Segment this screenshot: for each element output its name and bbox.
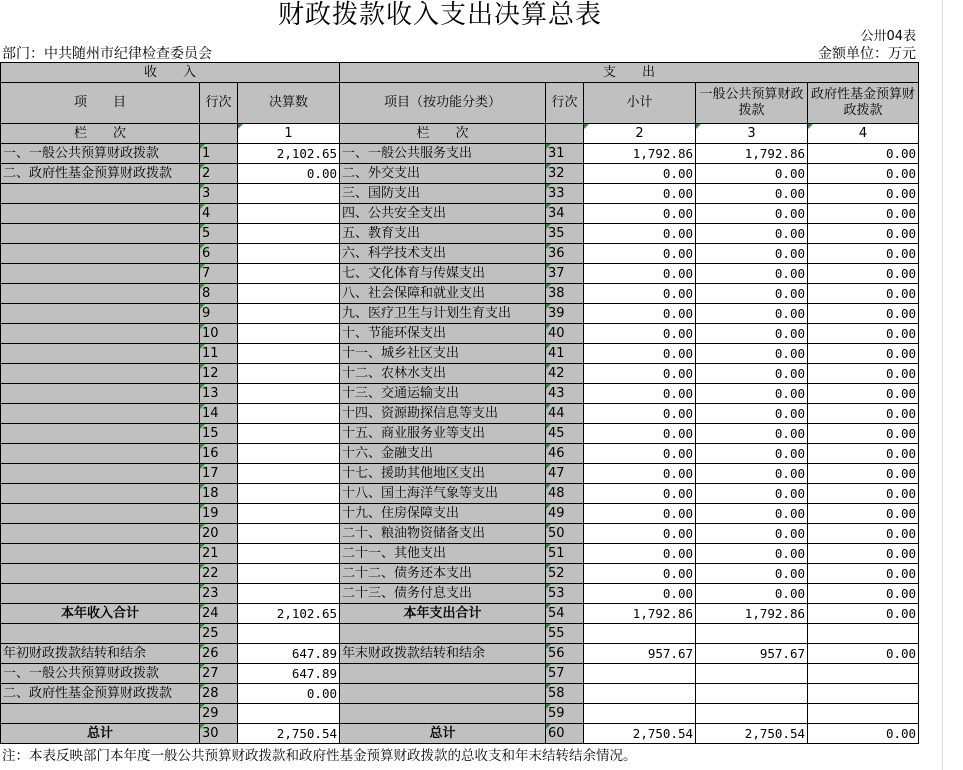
table-row	[1, 564, 919, 584]
year-expense-general[interactable]: 1,792.86	[696, 604, 808, 624]
table-row	[1, 484, 919, 504]
gov-fund-cell[interactable]: 0.00	[808, 464, 919, 484]
gov-fund-cell[interactable]: 0.00	[808, 204, 919, 224]
row-number[interactable]: 2	[200, 164, 238, 184]
blank-cell[interactable]	[808, 664, 919, 684]
row-number[interactable]: 13	[200, 384, 238, 404]
table-row	[1, 464, 919, 484]
row-number[interactable]: 21	[200, 544, 238, 564]
expense-header[interactable]: 支 出	[340, 63, 919, 83]
budget-table	[0, 62, 919, 744]
gov-fund-cell[interactable]: 0.00	[808, 404, 919, 424]
row-number[interactable]: 6	[200, 244, 238, 264]
row-number[interactable]: 56	[546, 644, 584, 664]
general-budget-cell[interactable]: 0.00	[696, 224, 808, 244]
column-label-2[interactable]: 栏 次	[340, 124, 546, 144]
row-number[interactable]: 59	[546, 704, 584, 724]
table-row	[1, 164, 919, 184]
income-amount-cell[interactable]	[238, 324, 340, 344]
general-budget-cell[interactable]: 0.00	[696, 344, 808, 364]
income-item-cell[interactable]	[1, 284, 200, 304]
income-amount-cell[interactable]	[238, 404, 340, 424]
table-row	[1, 404, 919, 424]
general-budget-cell[interactable]: 0.00	[696, 204, 808, 224]
subtotal-cell[interactable]: 0.00	[584, 524, 696, 544]
gov-fund-cell[interactable]: 0.00	[808, 484, 919, 504]
income-amount-cell[interactable]	[238, 204, 340, 224]
row-number[interactable]: 28	[200, 684, 238, 704]
begin-fund-amount[interactable]: 0.00	[238, 684, 340, 704]
blank-cell[interactable]	[584, 664, 696, 684]
row-number[interactable]: 30	[200, 724, 238, 744]
year-expense-fund[interactable]: 0.00	[808, 604, 919, 624]
row-number[interactable]: 1	[200, 144, 238, 164]
general-budget-cell[interactable]: 0.00	[696, 524, 808, 544]
general-budget-cell[interactable]: 0.00	[696, 164, 808, 184]
blank-cell[interactable]	[584, 684, 696, 704]
income-amount-cell[interactable]	[238, 264, 340, 284]
general-budget-cell[interactable]: 0.00	[696, 404, 808, 424]
year-expense-label[interactable]: 本年支出合计	[340, 604, 546, 624]
income-amount-cell[interactable]	[238, 244, 340, 264]
subtotal-cell[interactable]: 0.00	[584, 464, 696, 484]
row-number[interactable]: 33	[546, 184, 584, 204]
subtotal-cell[interactable]: 0.00	[584, 264, 696, 284]
income-amount-cell[interactable]	[238, 524, 340, 544]
table-row	[1, 364, 919, 384]
row-number[interactable]: 31	[546, 144, 584, 164]
row-number[interactable]: 58	[546, 684, 584, 704]
row-number[interactable]: 57	[546, 664, 584, 684]
expense-item-cell[interactable]: 十八、国土海洋气象等支出	[340, 484, 546, 504]
row-number[interactable]: 52	[546, 564, 584, 584]
general-budget-cell[interactable]: 0.00	[696, 244, 808, 264]
row-number[interactable]: 24	[200, 604, 238, 624]
expense-item-cell[interactable]: 八、社会保障和就业支出	[340, 284, 546, 304]
income-item-cell[interactable]	[1, 504, 200, 524]
table-row	[1, 184, 919, 204]
general-budget-cell[interactable]: 0.00	[696, 304, 808, 324]
general-budget-header[interactable]: 一般公共预算财政拨款	[696, 83, 808, 124]
gov-fund-cell[interactable]: 0.00	[808, 364, 919, 384]
year-income-amount[interactable]: 2,102.65	[238, 604, 340, 624]
table-row	[1, 344, 919, 364]
row-number[interactable]: 49	[546, 504, 584, 524]
income-item-cell[interactable]	[1, 204, 200, 224]
expense-item-cell[interactable]: 一、一般公共服务支出	[340, 144, 546, 164]
form-number: 公卅04表	[860, 29, 916, 44]
table-row	[1, 384, 919, 404]
blank-cell[interactable]	[808, 704, 919, 724]
income-amount-cell[interactable]	[238, 284, 340, 304]
table-row	[1, 584, 919, 604]
end-balance-fund[interactable]: 0.00	[808, 644, 919, 664]
gov-fund-cell[interactable]: 0.00	[808, 524, 919, 544]
column-number-2[interactable]: 2	[584, 124, 696, 144]
row-number[interactable]: 55	[546, 624, 584, 644]
expense-item-cell[interactable]: 二、外交支出	[340, 164, 546, 184]
blank-cell[interactable]	[340, 704, 546, 724]
total-expense-fund[interactable]: 0.00	[808, 724, 919, 744]
row-number[interactable]: 44	[546, 404, 584, 424]
general-budget-cell[interactable]: 0.00	[696, 504, 808, 524]
general-budget-cell[interactable]: 0.00	[696, 284, 808, 304]
expense-item-cell[interactable]: 三、国防支出	[340, 184, 546, 204]
gov-fund-cell[interactable]: 0.00	[808, 564, 919, 584]
income-item-header[interactable]: 项 目	[1, 83, 200, 124]
row-number[interactable]: 54	[546, 604, 584, 624]
end-balance-label[interactable]: 年末财政拨款结转和结余	[340, 644, 546, 664]
row-number[interactable]: 45	[546, 424, 584, 444]
expense-item-cell[interactable]: 六、科学技术支出	[340, 244, 546, 264]
gov-fund-cell[interactable]: 0.00	[808, 424, 919, 444]
table-row	[1, 264, 919, 284]
income-amount-cell[interactable]: 0.00	[238, 164, 340, 184]
begin-general-label[interactable]: 一、一般公共预算财政拨款	[1, 664, 200, 684]
expense-item-cell[interactable]: 四、公共安全支出	[340, 204, 546, 224]
income-amount-cell[interactable]	[238, 304, 340, 324]
row-number[interactable]: 50	[546, 524, 584, 544]
table-row	[1, 304, 919, 324]
subtotal-cell[interactable]: 0.00	[584, 444, 696, 464]
row-number[interactable]: 18	[200, 484, 238, 504]
row-number[interactable]: 60	[546, 724, 584, 744]
gov-fund-cell[interactable]: 0.00	[808, 504, 919, 524]
expense-item-cell[interactable]: 十五、商业服务业等支出	[340, 424, 546, 444]
gov-fund-cell[interactable]: 0.00	[808, 324, 919, 344]
subtotal-cell[interactable]: 0.00	[584, 424, 696, 444]
row-number[interactable]: 40	[546, 324, 584, 344]
general-budget-cell[interactable]: 0.00	[696, 384, 808, 404]
subtotal-cell[interactable]: 0.00	[584, 204, 696, 224]
blank-cell[interactable]	[340, 664, 546, 684]
row-number[interactable]: 22	[200, 564, 238, 584]
footnote: 注：本表反映部门本年度一般公共预算财政拨款和政府性基金预算财政拨款的总收支和年末结转结余情况。	[2, 748, 637, 764]
income-amount-cell[interactable]	[238, 504, 340, 524]
subtotal-cell[interactable]: 0.00	[584, 164, 696, 184]
row-number[interactable]: 3	[200, 184, 238, 204]
row-number[interactable]: 41	[546, 344, 584, 364]
income-amount-cell[interactable]	[238, 564, 340, 584]
table-row	[1, 424, 919, 444]
income-item-cell[interactable]	[1, 244, 200, 264]
general-budget-cell[interactable]: 0.00	[696, 544, 808, 564]
row-number[interactable]: 8	[200, 284, 238, 304]
income-amount-cell[interactable]	[238, 364, 340, 384]
row-number[interactable]: 11	[200, 344, 238, 364]
row-number[interactable]: 19	[200, 504, 238, 524]
year-expense-subtotal[interactable]: 1,792.86	[584, 604, 696, 624]
row-number[interactable]: 43	[546, 384, 584, 404]
income-item-cell[interactable]	[1, 564, 200, 584]
expense-item-cell[interactable]: 十三、交通运输支出	[340, 384, 546, 404]
row-number[interactable]: 14	[200, 404, 238, 424]
total-expense-general[interactable]: 2,750.54	[696, 724, 808, 744]
row-number[interactable]: 16	[200, 444, 238, 464]
column-label[interactable]: 栏 次	[1, 124, 200, 144]
begin-balance-label[interactable]: 年初财政拨款结转和结余	[1, 644, 200, 664]
row-number[interactable]: 7	[200, 264, 238, 284]
blank-cell[interactable]	[584, 624, 696, 644]
expense-item-cell[interactable]: 十九、住房保障支出	[340, 504, 546, 524]
gov-fund-cell[interactable]: 0.00	[808, 444, 919, 464]
expense-item-cell[interactable]: 十一、城乡社区支出	[340, 344, 546, 364]
gov-fund-cell[interactable]: 0.00	[808, 544, 919, 564]
gov-fund-header[interactable]: 政府性基金预算财政拨款	[808, 83, 919, 124]
expense-item-cell[interactable]: 十四、资源勘探信息等支出	[340, 404, 546, 424]
income-amount-cell[interactable]	[238, 544, 340, 564]
department-label: 部门：中共随州市纪律检查委员会	[2, 46, 212, 62]
blank-cell[interactable]	[584, 704, 696, 724]
subtotal-cell[interactable]: 0.00	[584, 384, 696, 404]
general-budget-cell[interactable]: 1,792.86	[696, 144, 808, 164]
row-number[interactable]: 17	[200, 464, 238, 484]
row-number[interactable]: 48	[546, 484, 584, 504]
row-number[interactable]: 25	[200, 624, 238, 644]
income-item-cell[interactable]: 二、政府性基金预算财政拨款	[1, 164, 200, 184]
page-title: 财政拨款收入支出决算总表	[277, 0, 602, 30]
expense-item-cell[interactable]: 二十二、债务还本支出	[340, 564, 546, 584]
income-amount-cell[interactable]	[238, 184, 340, 204]
blank-cell[interactable]	[238, 704, 340, 724]
blank-cell[interactable]	[696, 664, 808, 684]
subtotal-cell[interactable]: 0.00	[584, 564, 696, 584]
year-income-label[interactable]: 本年收入合计	[1, 604, 200, 624]
blank-cell[interactable]	[340, 624, 546, 644]
subtotal-cell[interactable]: 0.00	[584, 364, 696, 384]
expense-item-cell[interactable]: 十六、金融支出	[340, 444, 546, 464]
expense-item-cell[interactable]: 九、医疗卫生与计划生育支出	[340, 304, 546, 324]
total-income-label[interactable]: 总计	[1, 724, 200, 744]
row-number[interactable]: 39	[546, 304, 584, 324]
row-number[interactable]: 29	[200, 704, 238, 724]
row-number[interactable]: 38	[546, 284, 584, 304]
income-amount-cell[interactable]	[238, 484, 340, 504]
general-budget-cell[interactable]: 0.00	[696, 484, 808, 504]
blank-cell[interactable]	[696, 704, 808, 724]
expense-item-cell[interactable]: 七、文化体育与传媒支出	[340, 264, 546, 284]
income-header[interactable]: 收 入	[1, 63, 340, 83]
income-amount-cell[interactable]	[238, 224, 340, 244]
income-item-cell[interactable]	[1, 464, 200, 484]
expense-item-cell[interactable]: 二十、粮油物资储备支出	[340, 524, 546, 544]
gov-fund-cell[interactable]: 0.00	[808, 224, 919, 244]
general-budget-cell[interactable]: 0.00	[696, 324, 808, 344]
row-number[interactable]: 46	[546, 444, 584, 464]
income-item-cell[interactable]	[1, 384, 200, 404]
subtotal-cell[interactable]: 0.00	[584, 404, 696, 424]
table-row	[1, 544, 919, 564]
expense-item-cell[interactable]: 二十一、其他支出	[340, 544, 546, 564]
total-expense-label[interactable]: 总计	[340, 724, 546, 744]
gov-fund-cell[interactable]: 0.00	[808, 384, 919, 404]
row-number[interactable]: 53	[546, 584, 584, 604]
income-item-cell[interactable]	[1, 304, 200, 324]
general-budget-cell[interactable]: 0.00	[696, 264, 808, 284]
subtotal-cell[interactable]: 0.00	[584, 224, 696, 244]
row-number[interactable]: 42	[546, 364, 584, 384]
gov-fund-cell[interactable]: 0.00	[808, 284, 919, 304]
row-number[interactable]: 47	[546, 464, 584, 484]
row-number[interactable]: 15	[200, 424, 238, 444]
row-number[interactable]: 10	[200, 324, 238, 344]
blank-cell[interactable]	[808, 684, 919, 704]
table-row	[1, 224, 919, 244]
row-number[interactable]: 51	[546, 544, 584, 564]
expense-item-cell[interactable]: 二十三、债务付息支出	[340, 584, 546, 604]
income-amount-cell[interactable]	[238, 424, 340, 444]
income-item-cell[interactable]	[1, 524, 200, 544]
income-item-cell[interactable]: 一、一般公共预算财政拨款	[1, 144, 200, 164]
blank-cell[interactable]	[808, 624, 919, 644]
func-item-header[interactable]: 项目（按功能分类）	[340, 83, 546, 124]
subtotal-cell[interactable]: 0.00	[584, 284, 696, 304]
begin-fund-label[interactable]: 二、政府性基金预算财政拨款	[1, 684, 200, 704]
income-item-cell[interactable]	[1, 584, 200, 604]
gov-fund-cell[interactable]: 0.00	[808, 164, 919, 184]
table-row	[1, 284, 919, 304]
gov-fund-cell[interactable]: 0.00	[808, 264, 919, 284]
income-item-cell[interactable]	[1, 324, 200, 344]
row-number[interactable]: 27	[200, 664, 238, 684]
column-number-3[interactable]: 3	[696, 124, 808, 144]
subtotal-cell[interactable]: 1,792.86	[584, 144, 696, 164]
row-number[interactable]: 12	[200, 364, 238, 384]
general-budget-cell[interactable]: 0.00	[696, 424, 808, 444]
gov-fund-cell[interactable]: 0.00	[808, 304, 919, 324]
table-row	[1, 524, 919, 544]
table-row	[1, 204, 919, 224]
general-budget-cell[interactable]: 0.00	[696, 584, 808, 604]
row-number[interactable]: 34	[546, 204, 584, 224]
subtotal-cell[interactable]: 0.00	[584, 584, 696, 604]
row-number[interactable]: 36	[546, 244, 584, 264]
table-row	[1, 244, 919, 264]
total-expense-subtotal[interactable]: 2,750.54	[584, 724, 696, 744]
table-row	[1, 324, 919, 344]
row-number[interactable]: 35	[546, 224, 584, 244]
row-number[interactable]: 20	[200, 524, 238, 544]
income-item-cell[interactable]	[1, 404, 200, 424]
unit-label: 金额单位：万元	[818, 46, 916, 62]
income-amount-cell[interactable]: 2,102.65	[238, 144, 340, 164]
row-number[interactable]: 4	[200, 204, 238, 224]
table-row	[1, 144, 919, 164]
expense-item-cell[interactable]: 十七、援助其他地区支出	[340, 464, 546, 484]
general-budget-cell[interactable]: 0.00	[696, 444, 808, 464]
end-balance-general[interactable]: 957.67	[696, 644, 808, 664]
expense-row-no-header[interactable]: 行次	[546, 83, 584, 124]
general-budget-cell[interactable]: 0.00	[696, 464, 808, 484]
blank-cell[interactable]	[1, 624, 200, 644]
row-number[interactable]: 23	[200, 584, 238, 604]
expense-item-cell[interactable]: 十二、农林水支出	[340, 364, 546, 384]
blank-cell[interactable]	[696, 684, 808, 704]
income-item-cell[interactable]	[1, 364, 200, 384]
expense-item-cell[interactable]: 五、教育支出	[340, 224, 546, 244]
subtotal-cell[interactable]: 0.00	[584, 244, 696, 264]
table-row	[1, 444, 919, 464]
table-row	[1, 504, 919, 524]
gov-fund-cell[interactable]: 0.00	[808, 184, 919, 204]
subtotal-cell[interactable]: 0.00	[584, 304, 696, 324]
income-amount-cell[interactable]	[238, 444, 340, 464]
income-amount-cell[interactable]	[238, 464, 340, 484]
total-income-amount[interactable]: 2,750.54	[238, 724, 340, 744]
blank-cell[interactable]	[1, 704, 200, 724]
gov-fund-cell[interactable]: 0.00	[808, 344, 919, 364]
general-budget-cell[interactable]: 0.00	[696, 364, 808, 384]
blank-cell[interactable]	[696, 624, 808, 644]
income-amount-cell[interactable]	[238, 344, 340, 364]
row-number[interactable]: 37	[546, 264, 584, 284]
income-row-no-header[interactable]: 行次	[200, 83, 238, 124]
end-balance-subtotal[interactable]: 957.67	[584, 644, 696, 664]
income-amount-cell[interactable]	[238, 584, 340, 604]
blank-cell[interactable]	[340, 684, 546, 704]
gov-fund-cell[interactable]: 0.00	[808, 144, 919, 164]
column-number-4[interactable]: 4	[808, 124, 919, 144]
income-item-cell[interactable]	[1, 544, 200, 564]
income-item-cell[interactable]	[1, 444, 200, 464]
subtotal-cell[interactable]: 0.00	[584, 344, 696, 364]
row-number[interactable]: 5	[200, 224, 238, 244]
expense-item-cell[interactable]: 十、节能环保支出	[340, 324, 546, 344]
income-item-cell[interactable]	[1, 264, 200, 284]
final-amount-header[interactable]: 决算数	[238, 83, 340, 124]
subtotal-cell[interactable]: 0.00	[584, 544, 696, 564]
column-label-blank-2[interactable]	[546, 124, 584, 144]
subtotal-cell[interactable]: 0.00	[584, 504, 696, 524]
subtotal-cell[interactable]: 0.00	[584, 184, 696, 204]
income-item-cell[interactable]	[1, 184, 200, 204]
income-item-cell[interactable]	[1, 484, 200, 504]
income-item-cell[interactable]	[1, 424, 200, 444]
row-number[interactable]: 9	[200, 304, 238, 324]
subtotal-cell[interactable]: 0.00	[584, 324, 696, 344]
income-item-cell[interactable]	[1, 344, 200, 364]
begin-general-amount[interactable]: 647.89	[238, 664, 340, 684]
blank-cell[interactable]	[238, 624, 340, 644]
subtotal-header[interactable]: 小计	[584, 83, 696, 124]
row-number[interactable]: 32	[546, 164, 584, 184]
begin-balance-amount[interactable]: 647.89	[238, 644, 340, 664]
column-label-blank[interactable]	[200, 124, 238, 144]
general-budget-cell[interactable]: 0.00	[696, 564, 808, 584]
general-budget-cell[interactable]: 0.00	[696, 184, 808, 204]
subtotal-cell[interactable]: 0.00	[584, 484, 696, 504]
row-number[interactable]: 26	[200, 644, 238, 664]
sheet-gridline	[942, 0, 943, 770]
gov-fund-cell[interactable]: 0.00	[808, 244, 919, 264]
income-amount-cell[interactable]	[238, 384, 340, 404]
column-number-1[interactable]: 1	[238, 124, 340, 144]
income-item-cell[interactable]	[1, 224, 200, 244]
gov-fund-cell[interactable]: 0.00	[808, 584, 919, 604]
